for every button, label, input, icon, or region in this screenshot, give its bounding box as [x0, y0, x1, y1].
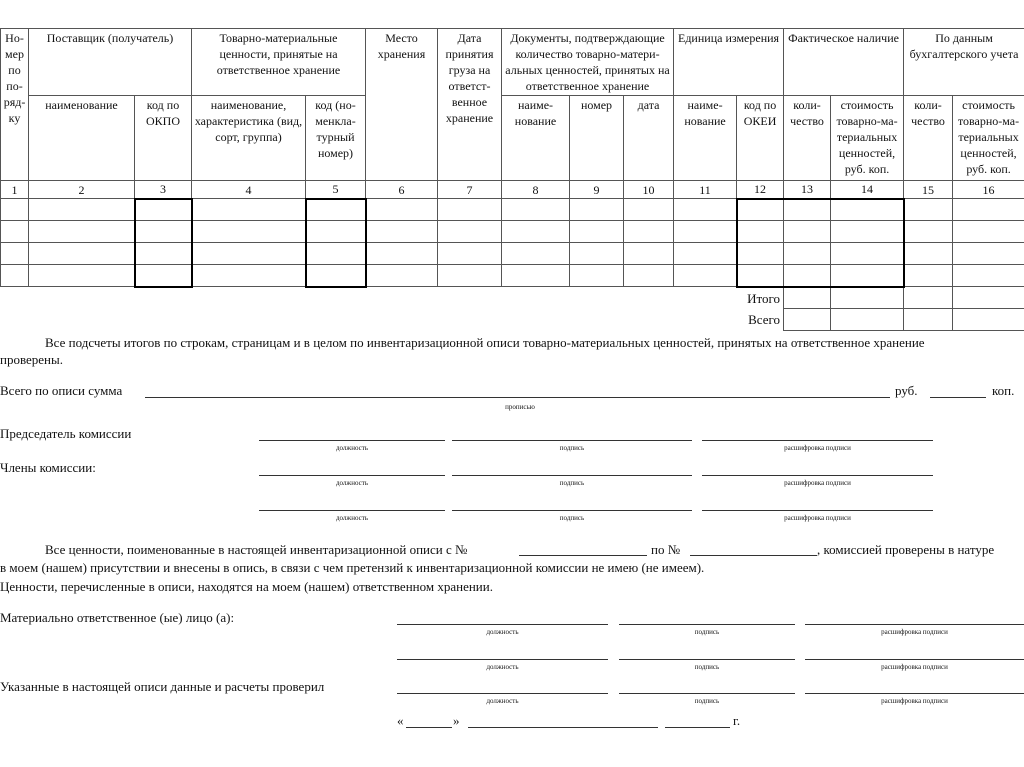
- itogo-cell[interactable]: [953, 287, 1024, 309]
- position-caption: должность: [335, 479, 369, 487]
- table-cell[interactable]: [674, 265, 737, 287]
- table-cell[interactable]: [831, 265, 904, 287]
- date-day-field[interactable]: [406, 727, 452, 728]
- table-cell[interactable]: [192, 265, 306, 287]
- header-goods: Товарно-материальные ценности, принятые на ответственное хранение: [192, 29, 366, 96]
- table-cell[interactable]: [953, 243, 1024, 265]
- kop-field[interactable]: [930, 397, 986, 398]
- para-checked-end: проверены.: [0, 352, 64, 367]
- position-field[interactable]: [259, 510, 445, 511]
- table-cell[interactable]: [502, 265, 570, 287]
- date-quote-close: »: [453, 713, 460, 728]
- position-field[interactable]: [259, 475, 445, 476]
- table-cell[interactable]: [904, 199, 953, 221]
- table-cell[interactable]: [192, 221, 306, 243]
- header-actual: Фактическое наличие: [784, 29, 904, 96]
- members-label: Члены комиссии:: [0, 460, 96, 475]
- sub-supplier-okpo: код по ОКПО: [135, 96, 192, 181]
- year-label: г.: [733, 713, 741, 728]
- signature-caption: подпись: [694, 697, 720, 705]
- table-cell[interactable]: [1, 199, 29, 221]
- table-cell[interactable]: [306, 199, 366, 221]
- signature-field[interactable]: [452, 510, 692, 511]
- signature-caption: подпись: [559, 479, 585, 487]
- table-cell[interactable]: [904, 221, 953, 243]
- table-cell[interactable]: [1, 265, 29, 287]
- itogo-cell[interactable]: [784, 287, 831, 309]
- signature-caption: подпись: [559, 514, 585, 522]
- sum-words-field[interactable]: [145, 397, 890, 398]
- checked-label: Указанные в настоящей описи данные и расчеты проверил: [0, 679, 325, 694]
- column-number: 9: [570, 181, 624, 199]
- table-cell[interactable]: [135, 265, 192, 287]
- table-cell[interactable]: [784, 243, 831, 265]
- signature-decode-caption: расшифровка подписи: [881, 663, 948, 671]
- sub-doc-name: наиме-нование: [502, 96, 570, 181]
- table-cell[interactable]: [624, 243, 674, 265]
- signature-decode-caption: расшифровка подписи: [881, 697, 948, 705]
- itogo-label: Итого: [1, 287, 784, 309]
- para-values-po: по №: [651, 542, 681, 557]
- position-field[interactable]: [397, 624, 608, 625]
- table-cell[interactable]: [737, 243, 784, 265]
- signature-field[interactable]: [619, 693, 795, 694]
- rub-label: руб.: [895, 383, 918, 398]
- kop-label: коп.: [992, 383, 1015, 398]
- header-date: Дата принятия груза на ответст-венное хранение: [438, 29, 502, 181]
- column-number: 6: [366, 181, 438, 199]
- table-cell[interactable]: [624, 265, 674, 287]
- table-cell[interactable]: [366, 265, 438, 287]
- table-cell[interactable]: [1, 221, 29, 243]
- signature-decode-field[interactable]: [805, 659, 1024, 660]
- from-number-field[interactable]: [519, 555, 647, 556]
- sub-doc-date: дата: [624, 96, 674, 181]
- table-cell[interactable]: [438, 221, 502, 243]
- table-cell[interactable]: [674, 199, 737, 221]
- table-cell[interactable]: [306, 243, 366, 265]
- table-cell[interactable]: [1, 243, 29, 265]
- para-values-start: Все ценности, поименованные в настоящей инвентаризационной описи с №: [45, 542, 468, 557]
- table-cell[interactable]: [438, 243, 502, 265]
- table-cell[interactable]: [831, 199, 904, 221]
- table-cell[interactable]: [570, 221, 624, 243]
- table-cell[interactable]: [29, 199, 135, 221]
- signature-decode-field[interactable]: [702, 475, 933, 476]
- signature-field[interactable]: [452, 440, 692, 441]
- table-cell[interactable]: [831, 243, 904, 265]
- table-cell[interactable]: [502, 199, 570, 221]
- signature-field[interactable]: [452, 475, 692, 476]
- table-cell[interactable]: [674, 243, 737, 265]
- table-cell[interactable]: [306, 265, 366, 287]
- signature-decode-caption: расшифровка подписи: [784, 514, 851, 522]
- table-cell[interactable]: [366, 199, 438, 221]
- signature-caption: подпись: [694, 663, 720, 671]
- inventory-table: [0, 28, 1024, 331]
- column-number: 5: [306, 181, 366, 199]
- table-cell[interactable]: [737, 265, 784, 287]
- date-quote-open: «: [397, 713, 404, 728]
- vsego-cell[interactable]: [831, 309, 904, 331]
- table-cell[interactable]: [570, 265, 624, 287]
- signature-decode-field[interactable]: [805, 624, 1024, 625]
- table-cell[interactable]: [438, 265, 502, 287]
- column-number: 4: [192, 181, 306, 199]
- signature-decode-caption: расшифровка подписи: [881, 628, 948, 636]
- table-cell[interactable]: [438, 199, 502, 221]
- signature-caption: подпись: [694, 628, 720, 636]
- signature-decode-caption: расшифровка подписи: [784, 444, 851, 452]
- position-caption: должность: [486, 628, 519, 636]
- signature-decode-field[interactable]: [702, 510, 933, 511]
- position-caption: должность: [486, 663, 519, 671]
- position-field[interactable]: [259, 440, 445, 441]
- column-number: 10: [624, 181, 674, 199]
- table-cell[interactable]: [737, 199, 784, 221]
- signature-field[interactable]: [619, 659, 795, 660]
- signature-field[interactable]: [619, 624, 795, 625]
- table-cell[interactable]: [502, 243, 570, 265]
- column-number: 15: [904, 181, 953, 199]
- table-cell[interactable]: [306, 221, 366, 243]
- table-cell[interactable]: [135, 243, 192, 265]
- vsego-cell[interactable]: [784, 309, 831, 331]
- column-number: 1: [1, 181, 29, 199]
- table-cell[interactable]: [366, 243, 438, 265]
- table-cell[interactable]: [29, 265, 135, 287]
- sub-unit-name: наиме-нование: [674, 96, 737, 181]
- para-values-line3: Ценности, перечисленные в описи, находятся на моем (нашем) ответственном хранении.: [0, 579, 493, 594]
- chairman-label: Председатель комиссии: [0, 426, 132, 441]
- to-number-field[interactable]: [690, 555, 817, 556]
- table-cell[interactable]: [674, 221, 737, 243]
- table-cell[interactable]: [784, 199, 831, 221]
- table-cell[interactable]: [502, 221, 570, 243]
- header-number: Но-мер по по-ряд-ку: [1, 29, 29, 181]
- column-number: 2: [29, 181, 135, 199]
- table-cell[interactable]: [570, 199, 624, 221]
- table-cell[interactable]: [192, 243, 306, 265]
- table-cell[interactable]: [784, 221, 831, 243]
- table-cell[interactable]: [953, 199, 1024, 221]
- header-accounting: По данным бухгалтерского учета: [904, 29, 1024, 96]
- table-cell[interactable]: [570, 243, 624, 265]
- vsego-label: Всего: [1, 309, 784, 331]
- mol-label: Материально ответственное (ые) лицо (а):: [0, 610, 235, 625]
- date-month-field[interactable]: [468, 727, 658, 728]
- sum-label: Всего по описи сумма: [0, 383, 123, 398]
- table-cell[interactable]: [135, 221, 192, 243]
- column-number: 3: [135, 181, 192, 199]
- para-values-line2: в моем (нашем) присутствии и внесены в опись, в связи с чем претензий к инвентаризационной комиссии не имею (не имеем).: [0, 560, 705, 575]
- table-cell[interactable]: [624, 199, 674, 221]
- table-cell[interactable]: [737, 221, 784, 243]
- sub-supplier-name: наименование: [29, 96, 135, 181]
- column-number: 14: [831, 181, 904, 199]
- itogo-cell[interactable]: [904, 287, 953, 309]
- signature-decode-field[interactable]: [805, 693, 1024, 694]
- position-caption: должность: [335, 444, 369, 452]
- table-cell[interactable]: [29, 243, 135, 265]
- table-cell[interactable]: [904, 243, 953, 265]
- position-field[interactable]: [397, 693, 608, 694]
- table-cell[interactable]: [135, 199, 192, 221]
- header-supplier: Поставщик (получатель): [29, 29, 192, 96]
- sub-acc-cost: стоимость товарно-ма-териальных ценностей, руб. коп.: [953, 96, 1024, 181]
- table-cell[interactable]: [953, 221, 1024, 243]
- sub-doc-number: номер: [570, 96, 624, 181]
- table-cell[interactable]: [624, 221, 674, 243]
- column-number: 13: [784, 181, 831, 199]
- column-number: 7: [438, 181, 502, 199]
- table-cell[interactable]: [784, 265, 831, 287]
- position-field[interactable]: [397, 659, 608, 660]
- sub-fact-cost: стоимость товарно-ма-териальных ценностей, руб. коп.: [831, 96, 904, 181]
- para-values-end: , комиссией проверены в натуре: [817, 542, 995, 557]
- itogo-cell[interactable]: [831, 287, 904, 309]
- signature-decode-field[interactable]: [702, 440, 933, 441]
- propisyu-caption: прописью: [505, 403, 535, 411]
- sub-acc-qty: коли-чество: [904, 96, 953, 181]
- signature-caption: подпись: [559, 444, 585, 452]
- sub-goods-name: наименование, характеристика (вид, сорт, группа): [192, 96, 306, 181]
- column-number: 16: [953, 181, 1024, 199]
- column-number: 12: [737, 181, 784, 199]
- table-cell[interactable]: [366, 221, 438, 243]
- column-number: 11: [674, 181, 737, 199]
- position-caption: должность: [335, 514, 369, 522]
- sub-fact-qty: коли-чество: [784, 96, 831, 181]
- table-cell[interactable]: [29, 221, 135, 243]
- table-cell[interactable]: [831, 221, 904, 243]
- para-checked: Все подсчеты итогов по строкам, страницам и в целом по инвентаризационной описи товарно-материальных ценностей, принятых на ответственное хранение: [45, 335, 925, 350]
- header-documents: Документы, подтверждающие количество товарно-матери-альных ценностей, принятых на ответственное хранение: [502, 29, 674, 96]
- signature-decode-caption: расшифровка подписи: [784, 479, 851, 487]
- table-cell[interactable]: [904, 265, 953, 287]
- header-unit: Единица измерения: [674, 29, 784, 96]
- table-cell[interactable]: [192, 199, 306, 221]
- date-year-field[interactable]: [665, 727, 730, 728]
- sub-goods-code: код (но-менкла-турный номер): [306, 96, 366, 181]
- sub-unit-okei: код по ОКЕИ: [737, 96, 784, 181]
- position-caption: должность: [486, 697, 519, 705]
- table-cell[interactable]: [953, 265, 1024, 287]
- vsego-cell[interactable]: [904, 309, 953, 331]
- column-number: 8: [502, 181, 570, 199]
- header-storage-place: Место хранения: [366, 29, 438, 181]
- vsego-cell[interactable]: [953, 309, 1024, 331]
